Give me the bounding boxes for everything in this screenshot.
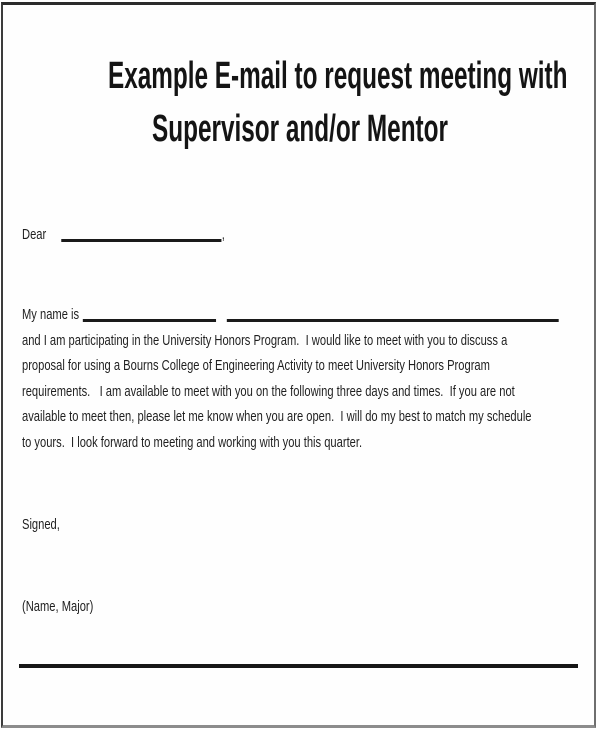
letter-body — [22, 303, 600, 456]
letter-title — [0, 50, 600, 156]
name-line — [22, 303, 467, 329]
name-blank-line-1 — [83, 308, 216, 322]
body-line: available to meet then, please let me know when you are open. I will do my best to match my schedule — [22, 409, 532, 425]
body-line: to yours. I look forward to meeting and working with you this quarter. — [22, 434, 363, 451]
signed-label: Signed, — [22, 517, 60, 533]
salutation-line — [22, 222, 225, 248]
body-line: requirements. I am available to meet with you on the following three days and times. If you are not — [22, 383, 515, 400]
salutation-comma: , — [221, 227, 225, 243]
body-line: and I am participating in the University Honors Program. I would like to meet with you to discuss a — [22, 332, 508, 349]
salutation-blank-line — [62, 228, 222, 242]
signature-rule — [19, 664, 578, 668]
name-blank-line-2 — [227, 308, 559, 322]
title-line-1: Example E-mail to request meeting with — [108, 55, 568, 97]
name-line-prefix: My name is — [22, 307, 80, 323]
title-line-2: Supervisor and/or Mentor — [152, 108, 448, 150]
salutation-label: Dear — [22, 227, 47, 243]
body-line: proposal for using a Bourns College of Engineering Activity to meet University Honors Program — [22, 358, 490, 374]
name-major-label: (Name, Major) — [22, 599, 94, 615]
